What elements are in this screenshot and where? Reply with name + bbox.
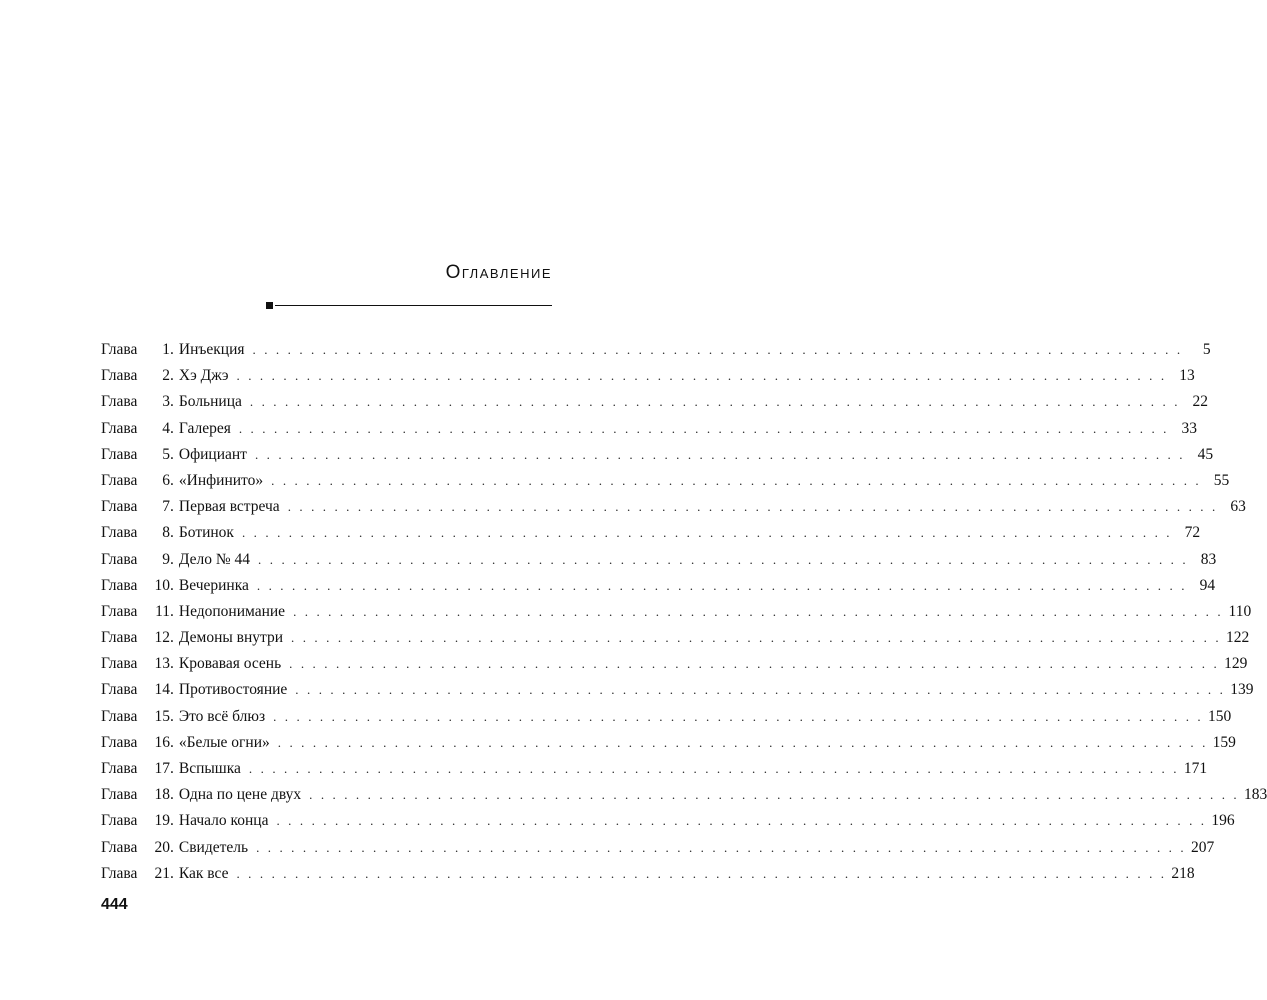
chapter-title: Вспышка — [178, 760, 241, 777]
chapter-word: Глава — [101, 341, 138, 358]
chapter-word: Глава — [101, 419, 138, 437]
chapter-title: Инъекция — [178, 341, 245, 358]
toc-entry[interactable] — [101, 550, 1217, 577]
chapter-number-dot: . — [170, 341, 174, 358]
dot-leader: . . . . . . . . . . . . . . . . . . . . . . . . . . . . . . . . . . . . . . . . . . . . . . . . . . . . . . . . . . . . . . . . . . . . . . . . . . . . . . . . — [256, 577, 1188, 593]
chapter-number-dot: . — [170, 629, 174, 647]
chapter-word: Глава — [101, 576, 138, 594]
chapter-page-number: 218 — [1171, 864, 1195, 882]
chapter-number: 16 — [154, 733, 170, 751]
chapter-word: Глава — [101, 681, 138, 699]
chapter-word: Глава — [101, 524, 138, 542]
chapter-page-number: 183 — [1244, 786, 1267, 804]
chapter-page-number: 22 — [1192, 393, 1209, 411]
chapter-word: Глава — [101, 760, 138, 777]
chapter-page-number: 94 — [1199, 576, 1216, 594]
dot-leader: . . . . . . . . . . . . . . . . . . . . . . . . . . . . . . . . . . . . . . . . . . . . . . . . . . . . . . . . . . . . . . . . . . . . . . . . . . . . . . . . — [254, 446, 1186, 462]
dot-leader: . . . . . . . . . . . . . . . . . . . . . . . . . . . . . . . . . . . . . . . . . . . . . . . . . . . . . . . . . . . . . . . . . . . . . . . . . . . . . . . . — [256, 839, 1187, 855]
chapter-page-number: 55 — [1213, 471, 1230, 489]
chapter-title: Хэ Джэ — [178, 367, 229, 385]
chapter-word: Глава — [101, 812, 138, 830]
toc-entry[interactable] — [101, 760, 1208, 786]
dot-leader: . . . . . . . . . . . . . . . . . . . . . . . . . . . . . . . . . . . . . . . . . . . . . . . . . . . . . . . . . . . . . . . . . . . . . . . . . . . . . . . . — [236, 368, 1167, 384]
chapter-title: «Белые огни» — [178, 733, 270, 751]
table-of-contents — [101, 341, 1267, 891]
chapter-number: 15 — [154, 707, 170, 725]
chapter-title: Больница — [178, 393, 242, 411]
toc-entry[interactable] — [101, 629, 1250, 655]
toc-entry[interactable] — [101, 707, 1232, 734]
dot-leader: . . . . . . . . . . . . . . . . . . . . . . . . . . . . . . . . . . . . . . . . . . . . . . . . . . . . . . . . . . . . . . . . . . . . . . . . . . . . . . . . — [277, 734, 1208, 750]
chapter-number: 2 — [162, 367, 170, 385]
chapter-number: 1 — [162, 341, 170, 358]
chapter-page-number: 129 — [1224, 655, 1248, 673]
chapter-number-dot: . — [170, 760, 174, 777]
dot-leader: . . . . . . . . . . . . . . . . . . . . . . . . . . . . . . . . . . . . . . . . . . . . . . . . . . . . . . . . . . . . . . . . . . . . . . . . . . . . . . . . — [238, 420, 1169, 436]
dot-leader: . . . . . . . . . . . . . . . . . . . . . . . . . . . . . . . . . . . . . . . . . . . . . . . . . . . . . . . . . . . . . . . . . . . . . . . . . . . . . . . . — [236, 865, 1167, 881]
chapter-title: Дело № 44 — [178, 550, 251, 568]
chapter-word: Глава — [101, 550, 138, 568]
toc-heading: Оглавление — [445, 262, 552, 283]
chapter-page-number: 207 — [1190, 838, 1215, 856]
dot-leader: . . . . . . . . . . . . . . . . . . . . . . . . . . . . . . . . . . . . . . . . . . . . . . . . . . . . . . . . . . . . . . . . . . . . . . . . . . . . . . . . — [309, 787, 1240, 803]
chapter-page-number: 13 — [1179, 367, 1195, 385]
page-number: 444 — [101, 896, 128, 913]
chapter-number: 12 — [154, 629, 170, 647]
dot-leader: . . . . . . . . . . . . . . . . . . . . . . . . . . . . . . . . . . . . . . . . . . . . . . . . . . . . . . . . . . . . . . . . . . . . . . . . . . . . . . . . — [249, 394, 1181, 410]
chapter-word: Глава — [101, 471, 138, 489]
chapter-word: Глава — [101, 498, 138, 516]
chapter-word: Глава — [101, 864, 138, 882]
chapter-word: Глава — [101, 838, 138, 856]
chapter-page-number: 122 — [1225, 629, 1250, 647]
toc-entry[interactable] — [101, 471, 1230, 498]
toc-entry[interactable] — [101, 341, 1211, 367]
chapter-page-number: 139 — [1230, 681, 1254, 699]
chapter-title: Одна по цене двух — [178, 786, 302, 804]
rule-square-ornament — [266, 302, 273, 309]
chapter-title: Вечеринка — [178, 576, 249, 594]
chapter-number: 4 — [162, 419, 170, 437]
toc-entry[interactable] — [101, 733, 1236, 760]
toc-entry[interactable] — [101, 524, 1201, 550]
chapter-page-number: 63 — [1230, 498, 1246, 516]
toc-entry[interactable] — [101, 419, 1197, 446]
chapter-number-dot: . — [170, 419, 174, 437]
toc-entry[interactable] — [101, 393, 1209, 419]
chapter-title: Галерея — [178, 419, 231, 437]
toc-entry[interactable] — [101, 367, 1195, 393]
toc-entry[interactable] — [101, 602, 1252, 629]
chapter-word: Глава — [101, 786, 138, 804]
chapter-page-number: 83 — [1200, 550, 1217, 568]
dot-leader: . . . . . . . . . . . . . . . . . . . . . . . . . . . . . . . . . . . . . . . . . . . . . . . . . . . . . . . . . . . . . . . . . . . . . . . . . . . . . . . . — [293, 603, 1224, 619]
chapter-number: 17 — [154, 760, 170, 777]
dot-leader: . . . . . . . . . . . . . . . . . . . . . . . . . . . . . . . . . . . . . . . . . . . . . . . . . . . . . . . . . . . . . . . . . . . . . . . . . . . . . . . . — [241, 525, 1173, 541]
chapter-number-dot: . — [170, 838, 174, 856]
chapter-number: 6 — [162, 471, 170, 489]
chapter-title: Кровавая осень — [178, 655, 282, 673]
chapter-page-number: 159 — [1212, 733, 1236, 751]
dot-leader: . . . . . . . . . . . . . . . . . . . . . . . . . . . . . . . . . . . . . . . . . . . . . . . . . . . . . . . . . . . . . . . . . . . . . . . . . . . . . . . . — [291, 630, 1222, 646]
dot-leader: . . . . . . . . . . . . . . . . . . . . . . . . . . . . . . . . . . . . . . . . . . . . . . . . . . . . . . . . . . . . . . . . . . . . . . . . . . . . . . . . — [258, 551, 1189, 567]
chapter-number: 9 — [162, 550, 170, 568]
chapter-title: Первая встреча — [178, 498, 280, 516]
toc-entry[interactable] — [101, 445, 1214, 472]
chapter-title: Официант — [178, 445, 247, 463]
toc-entry[interactable] — [101, 655, 1248, 681]
chapter-number-dot: . — [170, 576, 174, 594]
toc-entry[interactable] — [101, 838, 1215, 865]
chapter-number: 20 — [154, 838, 170, 856]
dot-leader: . . . . . . . . . . . . . . . . . . . . . . . . . . . . . . . . . . . . . . . . . . . . . . . . . . . . . . . . . . . . . . . . . . . . . . . . . . . . . . . . — [248, 761, 1180, 776]
chapter-word: Глава — [101, 733, 138, 751]
chapter-number: 13 — [154, 655, 170, 673]
chapter-number: 7 — [162, 498, 170, 516]
chapter-word: Глава — [101, 393, 138, 411]
chapter-number: 19 — [154, 812, 170, 830]
chapter-title: «Инфинито» — [178, 471, 264, 489]
chapter-number-dot: . — [170, 655, 174, 673]
chapter-number-dot: . — [170, 367, 174, 385]
chapter-number-dot: . — [170, 786, 174, 804]
chapter-page-number: 171 — [1183, 760, 1208, 777]
toc-entry[interactable] — [101, 786, 1267, 812]
chapter-title: Начало конца — [178, 812, 269, 830]
chapter-word: Глава — [101, 367, 138, 385]
chapter-number: 14 — [154, 681, 170, 699]
chapter-page-number: 110 — [1228, 602, 1252, 620]
dot-leader: . . . . . . . . . . . . . . . . . . . . . . . . . . . . . . . . . . . . . . . . . . . . . . . . . . . . . . . . . . . . . . . . . . . . . . . . . . . . . . . . — [289, 656, 1220, 672]
chapter-number: 5 — [162, 445, 170, 463]
chapter-number-dot: . — [170, 602, 174, 620]
chapter-number-dot: . — [170, 550, 174, 568]
chapter-number-dot: . — [170, 864, 174, 882]
chapter-title: Свидетель — [178, 838, 249, 856]
dot-leader: . . . . . . . . . . . . . . . . . . . . . . . . . . . . . . . . . . . . . . . . . . . . . . . . . . . . . . . . . . . . . . . . . . . . . . . . . . . . . . . . — [252, 342, 1183, 357]
chapter-number-dot: . — [170, 393, 174, 411]
chapter-number-dot: . — [170, 498, 174, 516]
chapter-number: 3 — [162, 393, 170, 411]
chapter-page-number: 196 — [1211, 812, 1235, 830]
dot-leader: . . . . . . . . . . . . . . . . . . . . . . . . . . . . . . . . . . . . . . . . . . . . . . . . . . . . . . . . . . . . . . . . . . . . . . . . . . . . . . . . — [295, 682, 1226, 698]
chapter-number-dot: . — [170, 681, 174, 699]
chapter-number: 10 — [154, 576, 170, 594]
toc-entry[interactable] — [101, 576, 1216, 603]
chapter-number-dot: . — [170, 733, 174, 751]
chapter-number-dot: . — [170, 524, 174, 542]
chapter-page-number: 45 — [1197, 445, 1214, 463]
chapter-title: Демоны внутри — [178, 629, 284, 647]
chapter-number-dot: . — [170, 445, 174, 463]
chapter-number-dot: . — [170, 707, 174, 725]
chapter-page-number: 5 — [1202, 341, 1211, 358]
toc-entry[interactable] — [101, 864, 1195, 891]
chapter-number: 8 — [162, 524, 170, 542]
dot-leader: . . . . . . . . . . . . . . . . . . . . . . . . . . . . . . . . . . . . . . . . . . . . . . . . . . . . . . . . . . . . . . . . . . . . . . . . . . . . . . . . — [276, 813, 1207, 829]
toc-entry[interactable] — [101, 812, 1235, 838]
chapter-word: Глава — [101, 655, 138, 673]
chapter-number: 11 — [155, 602, 170, 620]
chapter-page-number: 33 — [1181, 419, 1197, 437]
chapter-number: 18 — [154, 786, 170, 804]
chapter-title: Недопонимание — [178, 602, 286, 620]
chapter-word: Глава — [101, 445, 138, 463]
toc-entry[interactable] — [101, 498, 1246, 524]
dot-leader: . . . . . . . . . . . . . . . . . . . . . . . . . . . . . . . . . . . . . . . . . . . . . . . . . . . . . . . . . . . . . . . . . . . . . . . . . . . . . . . . — [287, 499, 1218, 515]
chapter-number-dot: . — [170, 812, 174, 830]
heading-rule — [275, 305, 552, 306]
chapter-title: Это всё блюз — [178, 707, 266, 725]
dot-leader: . . . . . . . . . . . . . . . . . . . . . . . . . . . . . . . . . . . . . . . . . . . . . . . . . . . . . . . . . . . . . . . . . . . . . . . . . . . . . . . . — [273, 708, 1204, 724]
chapter-word: Глава — [101, 707, 138, 725]
chapter-page-number: 150 — [1208, 707, 1232, 725]
chapter-title: Как все — [178, 864, 229, 882]
dot-leader: . . . . . . . . . . . . . . . . . . . . . . . . . . . . . . . . . . . . . . . . . . . . . . . . . . . . . . . . . . . . . . . . . . . . . . . . . . . . . . . . — [271, 472, 1202, 488]
chapter-title: Противостояние — [178, 681, 288, 699]
chapter-page-number: 72 — [1184, 524, 1201, 542]
chapter-word: Глава — [101, 602, 138, 620]
chapter-word: Глава — [101, 629, 138, 647]
chapter-number: 21 — [154, 864, 170, 882]
toc-entry[interactable] — [101, 681, 1254, 707]
chapter-number-dot: . — [170, 471, 174, 489]
chapter-title: Ботинок — [178, 524, 234, 542]
